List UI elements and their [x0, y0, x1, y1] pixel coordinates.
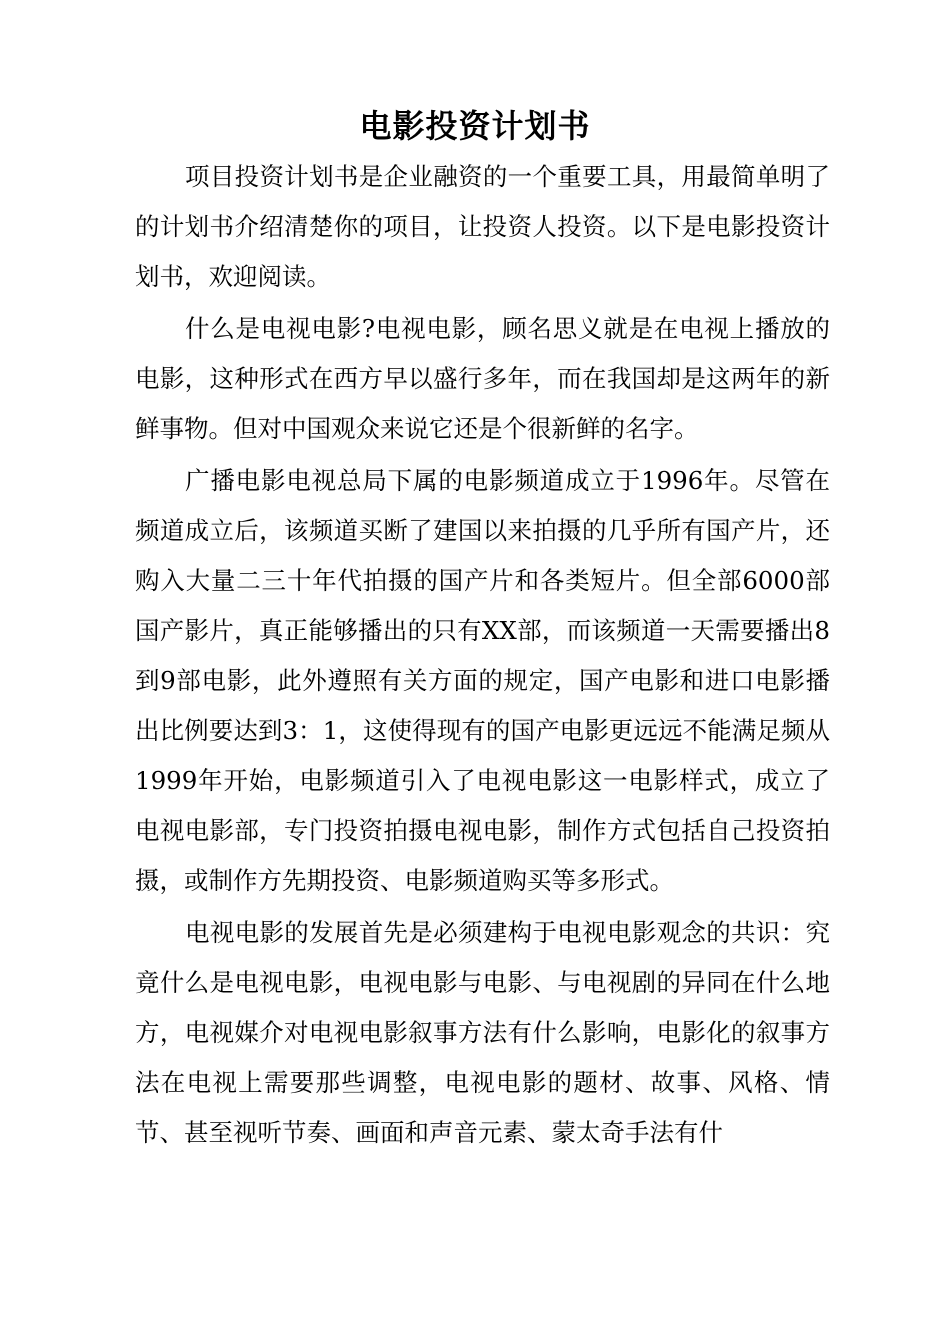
paragraph-what-is-tv-movie: 什么是电视电影?电视电影，顾名思义就是在电视上播放的电影，这种形式在西方早以盛行多年，而在我国却是这两年的新鲜事物。但对中国观众来说它还是个很新鲜的名字。: [135, 314, 830, 443]
paragraph-intro: 项目投资计划书是企业融资的一个重要工具，用最简单明了的计划书介绍清楚你的项目，让投资人投资。以下是电影投资计划书，欢迎阅读。: [135, 162, 830, 291]
paragraph-development: 电视电影的发展首先是必须建构于电视电影观念的共识：究竟什么是电视电影，电视电影与电影、与电视剧的异同在什么地方，电视媒介对电视电影叙事方法有什么影响，电影化的叙事方法在电视上需要那些调整，电视电影的题材、故事、风格、情节、甚至视听节奏、画面和声音元素、蒙太奇手法有什: [135, 918, 830, 1147]
document-body: [135, 152, 830, 1160]
document-title: 电影投资计划书: [359, 107, 591, 145]
paragraph-movie-channel: 广播电影电视总局下属的电影频道成立于1996年。尽管在频道成立后，该频道买断了建国以来拍摄的几乎所有国产片，还购入大量二三十年代拍摄的国产片和各类短片。但全部6000部国产影片，真正能够播出的只有XX部，而该频道一天需要播出8到9部电影，此外遵照有关方面的规定，国产电影和进口电影播出比例要达到3：1，这使得现有的国产电影更远远不能满足频从1999年开始，电影频道引入了电视电影这一电影样式，成立了电视电影部，专门投资拍摄电视电影，制作方式包括自己投资拍摄，或制作方先期投资、电影频道购买等多形式。: [135, 466, 830, 895]
